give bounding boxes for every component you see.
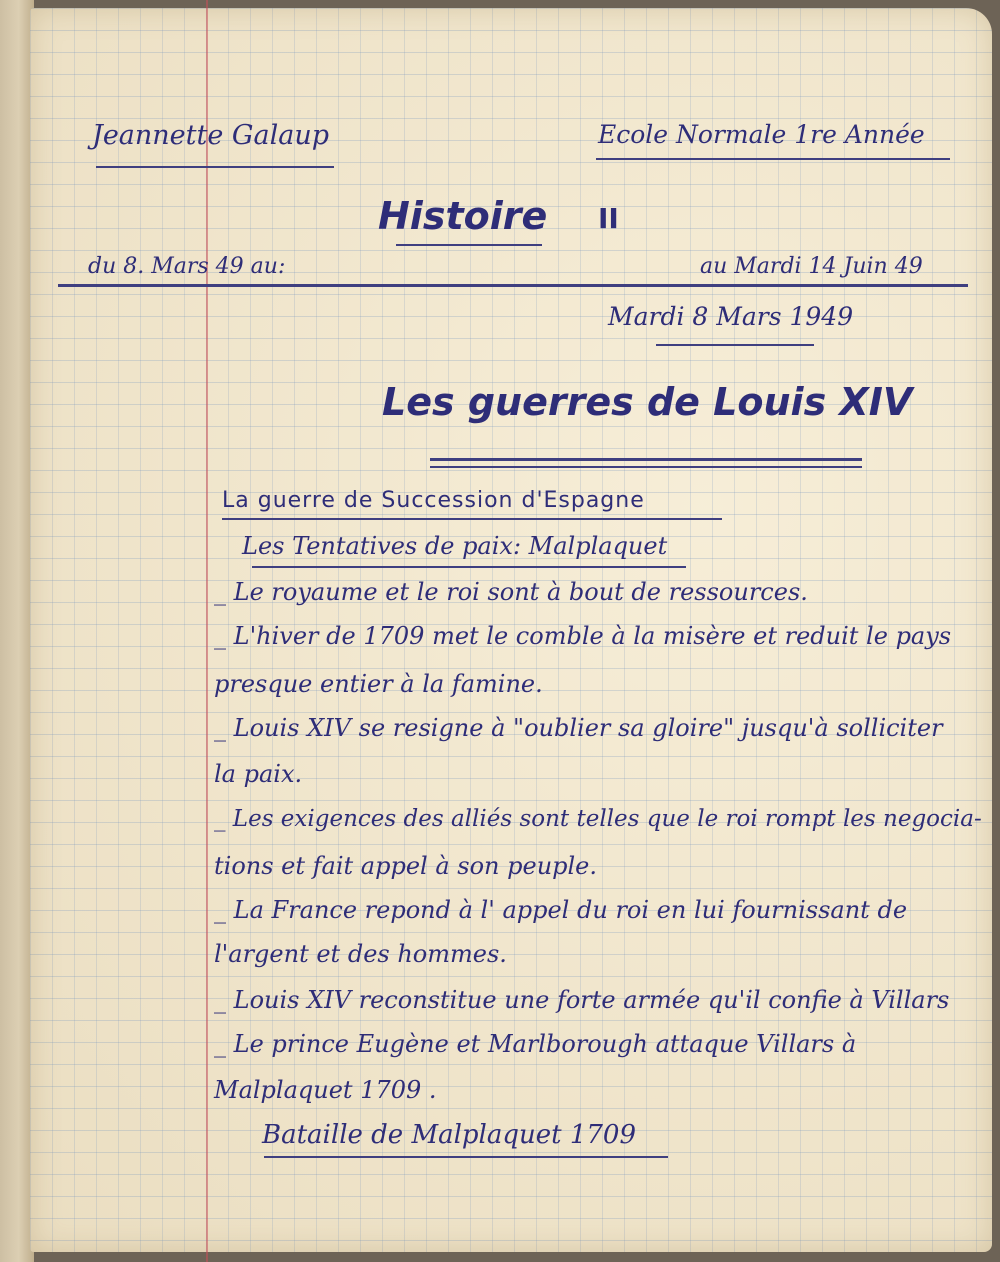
school-label: Ecole Normale 1re Année [598, 120, 925, 149]
lesson-line-6: _ Les exigences des alliés sont telles que le roi rompt les negocia- [214, 806, 982, 832]
volume-number: II [598, 202, 619, 235]
margin-line [206, 0, 208, 1262]
title-underline-1 [430, 458, 862, 461]
date-range-start: du 8. Mars 49 au: [88, 254, 286, 279]
title-underline-2 [430, 466, 862, 468]
lesson-title: Les guerres de Louis XIV [382, 380, 913, 424]
student-name-underline [96, 166, 334, 168]
header-divider [58, 284, 968, 287]
lesson-line-8: _ La France repond à l' appel du roi en lui fournissant de [214, 896, 908, 924]
date-range-end: au Mardi 14 Juin 49 [700, 254, 923, 279]
lesson-line-1: _ Le royaume et le roi sont à bout de ressources. [214, 578, 808, 606]
lesson-line-10: _ Louis XIV reconstitue une forte armée qu'il confie à Villars [214, 986, 950, 1014]
lesson-line-2: _ L'hiver de 1709 met le comble à la misère et reduit le pays [214, 622, 952, 650]
lesson-date: Mardi 8 Mars 1949 [608, 302, 854, 331]
subheading-underline [252, 566, 686, 568]
lesson-line-4: _ Louis XIV se resigne à "oublier sa gloire" jusqu'à solliciter [214, 714, 943, 742]
subject-underline [396, 244, 542, 246]
lesson-line-7: tions et fait appel à son peuple. [214, 852, 598, 880]
lesson-line-5: la paix. [214, 760, 303, 788]
lesson-line-11: _ Le prince Eugène et Marlborough attaque Villars à [214, 1030, 857, 1058]
lesson-line-12: Malplaquet 1709 . [214, 1076, 437, 1104]
section-underline [222, 518, 722, 520]
subheading: Les Tentatives de paix: Malplaquet [242, 532, 668, 560]
lesson-date-underline [656, 344, 814, 346]
student-name: Jeannette Galaup [92, 120, 329, 151]
lesson-line-9: l'argent et des hommes. [214, 940, 507, 968]
school-underline [596, 158, 950, 160]
notebook-spine [0, 0, 34, 1262]
caption: Bataille de Malplaquet 1709 [262, 1120, 637, 1150]
caption-underline [264, 1156, 668, 1158]
lesson-line-3: presque entier à la famine. [214, 670, 543, 698]
section-heading: La guerre de Succession d'Espagne [222, 488, 645, 513]
subject-title: Histoire [378, 194, 548, 238]
